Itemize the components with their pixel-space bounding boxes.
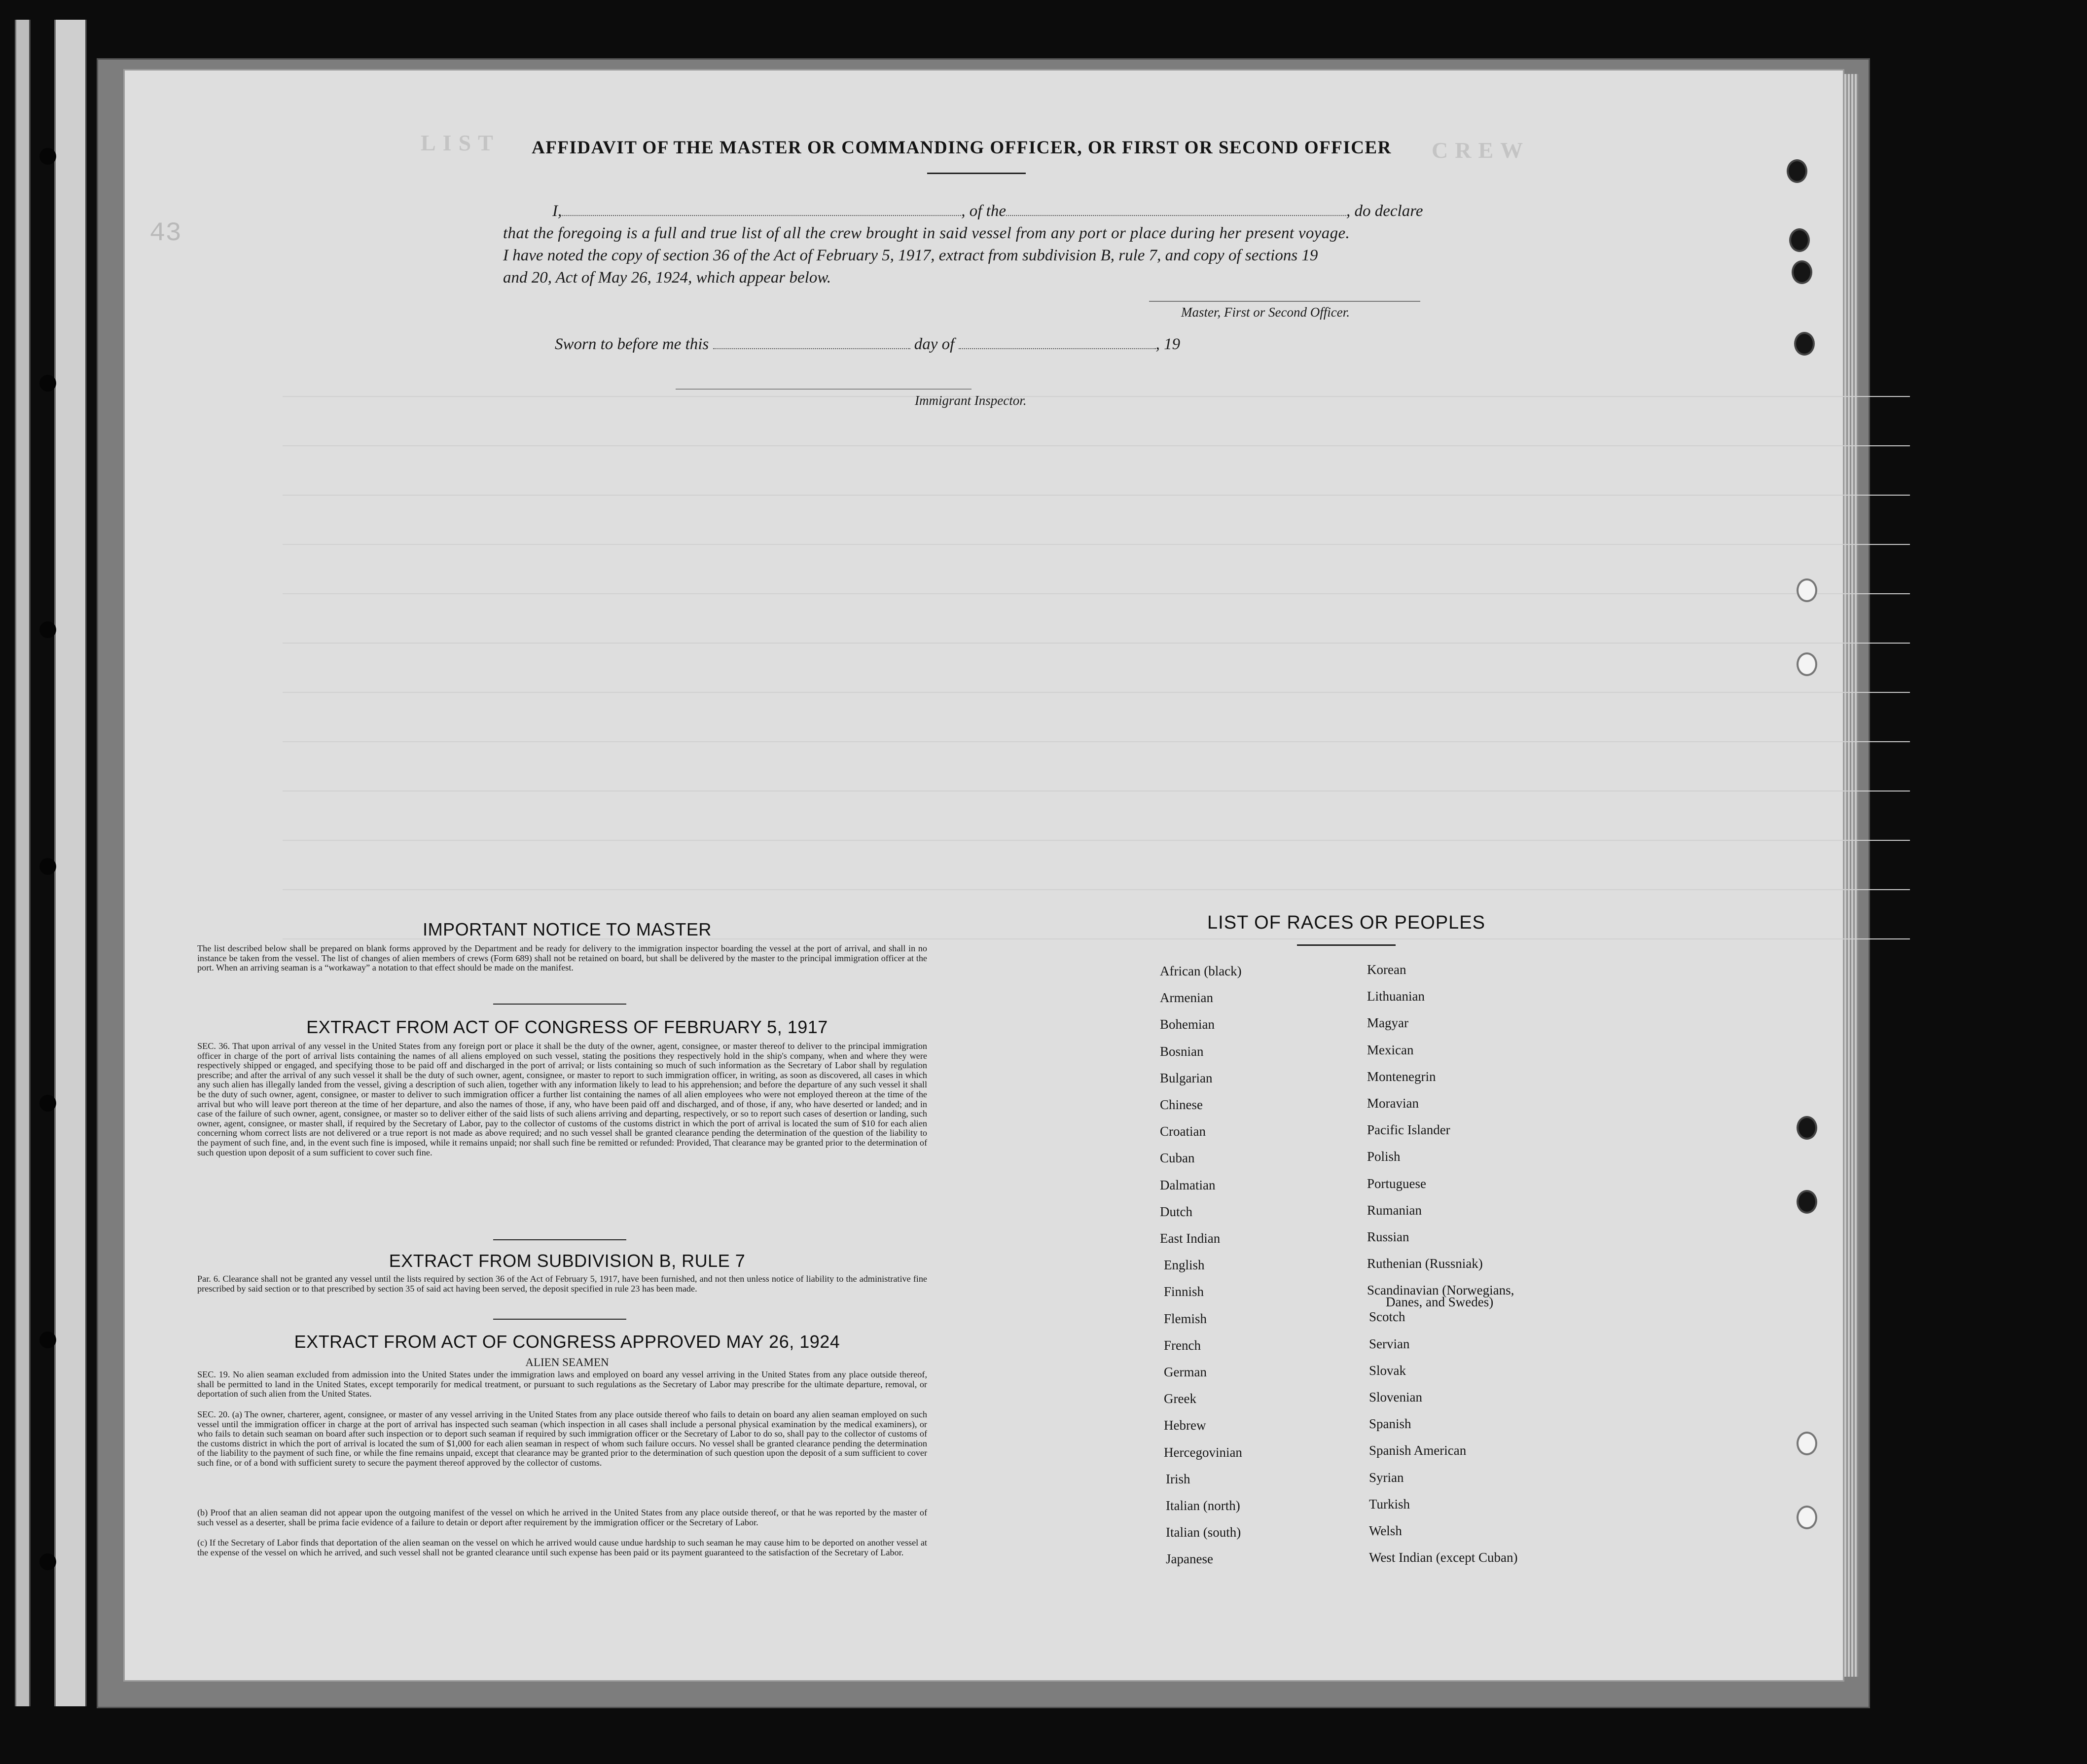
signature-label: Master, First or Second Officer. bbox=[1181, 305, 1350, 320]
extract-1924-sec20c: (c) If the Secretary of Labor finds that deportation of the alien seaman on the vessel on which he arrived would cause undue hardship to such seaman he may cause him to be deported on another vessel at the expense of the vessel on which he arrived, and such vessel shall not be granted clearance until such expense has been paid or its payment guaranteed to the satisfaction of the Secretary of Labor. bbox=[197, 1538, 927, 1557]
punch-hole bbox=[1797, 578, 1817, 602]
extract-rule7-title: EXTRACT FROM SUBDIVISION B, RULE 7 bbox=[389, 1251, 746, 1271]
affidavit-line-2: that the foregoing is a full and true list of all the crew brought in said vessel from any port or place during her present voyage. bbox=[503, 224, 1350, 242]
race-item: Korean bbox=[1367, 962, 1406, 977]
race-item: West Indian (except Cuban) bbox=[1369, 1550, 1518, 1565]
race-item: Bulgarian bbox=[1160, 1070, 1213, 1085]
race-item: Servian bbox=[1369, 1336, 1410, 1351]
bleed-through-row bbox=[283, 593, 1910, 594]
binder-hole bbox=[39, 1095, 56, 1112]
race-item: Rumanian bbox=[1367, 1202, 1422, 1218]
sworn-line bbox=[555, 335, 1180, 354]
punch-hole bbox=[1794, 332, 1815, 356]
extract-1924-title: EXTRACT FROM ACT OF CONGRESS APPROVED MAY 26, 1924 bbox=[294, 1332, 840, 1352]
race-item: Dutch bbox=[1160, 1204, 1192, 1219]
races-title: LIST OF RACES OR PEOPLES bbox=[1207, 912, 1485, 933]
inspector-signature-line[interactable] bbox=[676, 389, 972, 390]
race-item: Irish bbox=[1166, 1471, 1190, 1486]
bleed-through-row bbox=[283, 544, 1910, 545]
extract-1917-text: SEC. 36. That upon arrival of any vessel in the United States from any foreign port or place it shall be the duty of the owner, agent, consignee, or master thereof to deliver to the principal immigration officer in charge of the port of arrival lists containing the names of all aliens employed on such vessel, stating the positions they respectively hold in the ship's company, when and where they were respectively shipped or engaged, and specifying those to be paid off and discharged in the port of arrival; or lists containing so much of such information as the Secretary of Labor shall by regulation prescribe; and after the arrival of any such vessel it shall be the duty of such owner, agent, consignee, or master to report to such immigration officer, in writing, as soon as discovered, all cases in which any such alien has illegally landed from the vessel, giving a description of such alien, together with any information likely to lead to his apprehension; and before the departure of any such vessel it shall be the duty of such owner, agent, consignee, or master to deliver to such immigration officer a further list containing the names of all alien employees who were not employed thereon at the time of the arrival but who will leave port thereon at the time of her departure, and also the names of those, if any, who have been paid off and discharged, and of those, if any, who have deserted or landed; and in case of the failure of such owner, agent, consignee, or master so to deliver either of the said lists of such aliens arriving and departing, respectively, or so to report such cases of desertion or landing, such owner, agent, consignee, or master shall, if required by the Secretary of Labor, pay to the collector of customs of the customs district in which the port of arrival is located the sum of $10 for each alien concerning whom correct lists are not delivered or a true report is not made as above required; and no such vessel shall be granted clearance pending the determination of the question of the liability to the payment of such fine, and, in the event such fine is imposed, while it remains unpaid; nor shall such fine be remitted or refunded: Provided, That clearance may be granted prior to the determination of such question upon deposit of a sum sufficient to cover such fine. bbox=[197, 1041, 927, 1157]
race-item: Finnish bbox=[1164, 1284, 1204, 1299]
extract-1917-title: EXTRACT FROM ACT OF CONGRESS OF FEBRUARY 5, 1917 bbox=[306, 1017, 828, 1037]
binder-hole bbox=[39, 375, 56, 392]
race-item: Welsh bbox=[1369, 1523, 1402, 1538]
race-item: Armenian bbox=[1160, 990, 1213, 1006]
race-item: Bosnian bbox=[1160, 1044, 1204, 1059]
title-rule bbox=[927, 173, 1026, 174]
race-item: Turkish bbox=[1369, 1496, 1410, 1512]
race-item: Bohemian bbox=[1160, 1017, 1215, 1032]
extract-1924-sec20b: (b) Proof that an alien seaman did not appear upon the outgoing manifest of the vessel on which he arrived in the United States from any place outside thereof, or that he was reported by the master of such vessel as a deserter, shall be prima facie evidence of a failure to detain or deport after requirement by the immigration officer or the Secretary of Labor. bbox=[197, 1508, 927, 1527]
races-rule bbox=[1297, 944, 1396, 946]
race-item: Cuban bbox=[1160, 1151, 1195, 1166]
race-item: Magyar bbox=[1367, 1015, 1408, 1031]
punch-hole bbox=[1797, 1432, 1817, 1455]
stacked-page-edges bbox=[1844, 74, 1858, 1677]
alien-seamen-subtitle: ALIEN SEAMEN bbox=[525, 1356, 609, 1368]
binder-hole bbox=[39, 858, 56, 875]
race-item: Portuguese bbox=[1367, 1176, 1426, 1191]
day-of-label: day of bbox=[914, 335, 955, 353]
bleed-through-row bbox=[283, 396, 1910, 397]
sworn-month-blank[interactable] bbox=[959, 348, 1156, 349]
punch-hole bbox=[1797, 1116, 1817, 1140]
bleed-through-row bbox=[283, 643, 1910, 644]
binder-hole bbox=[39, 1332, 56, 1348]
sworn-label: Sworn to before me this bbox=[555, 335, 709, 353]
race-item: Japanese bbox=[1166, 1551, 1213, 1567]
extract-1924-sec20a: SEC. 20. (a) The owner, charterer, agent, consignee, or master of any vessel arriving in the United States from any place outside thereof who fails to detain on board any alien seaman employed on such vessel until the immigration officer in charge at the port of arrival has inspected such seaman (which inspection in all cases shall include a personal physical examination by the medical examiners), or who fails to detain such seaman on board after such inspection or to deport such seaman if required by such immigration officer or the Secretary of Labor to do so, shall pay to the collector of customs of the customs district in which the port of arrival is located the sum of $1,000 for each alien seaman in respect of whom such failure occurs. No vessel shall be granted clearance pending the determination of the liability to the payment of such fine, or while the fine remains unpaid, except that clearance may be granted prior to the determination of such question upon the deposit of a sum sufficient to cover such fine, or of a bond with sufficient surety to secure the payment thereof approved by the collector of customs. bbox=[197, 1409, 927, 1468]
bleed-through-header: LIST bbox=[421, 130, 500, 155]
name-blank[interactable] bbox=[562, 215, 961, 216]
race-item: Ruthenian (Russniak) bbox=[1367, 1256, 1483, 1271]
race-item: Spanish bbox=[1369, 1416, 1411, 1432]
punch-hole bbox=[1789, 228, 1810, 252]
race-item: Hebrew bbox=[1164, 1418, 1206, 1433]
bleed-through-row bbox=[283, 495, 1910, 496]
race-item: African (black) bbox=[1160, 964, 1242, 978]
race-item: Polish bbox=[1367, 1149, 1401, 1164]
punch-hole bbox=[1797, 1506, 1817, 1529]
race-item: Scandinavian (Norwegians, bbox=[1367, 1283, 1514, 1298]
punch-hole bbox=[1792, 260, 1812, 284]
race-item: Flemish bbox=[1164, 1311, 1207, 1326]
binder-hole bbox=[39, 1553, 56, 1570]
punch-hole bbox=[1787, 159, 1807, 183]
race-item: French bbox=[1164, 1337, 1201, 1353]
race-item: Italian (south) bbox=[1166, 1525, 1241, 1540]
race-item: Greek bbox=[1164, 1391, 1196, 1406]
binder-strip-left bbox=[15, 20, 31, 1706]
race-item: Spanish American bbox=[1369, 1443, 1467, 1458]
notice-title: IMPORTANT NOTICE TO MASTER bbox=[423, 919, 712, 939]
binder-hole bbox=[39, 621, 56, 638]
race-item: Croatian bbox=[1160, 1124, 1206, 1139]
extract-rule7-rule bbox=[493, 1319, 626, 1320]
vessel-blank[interactable] bbox=[1006, 215, 1346, 216]
binder-hole bbox=[39, 148, 56, 165]
race-item: German bbox=[1164, 1365, 1207, 1379]
race-item: Slovenian bbox=[1369, 1390, 1422, 1404]
bleed-through-row bbox=[283, 445, 1910, 446]
extract-1924-sec19: SEC. 19. No alien seaman excluded from admission into the United States under the immigration laws and employed on board any vessel arriving in the United States from any place outside thereof, shall be permitted to land in the United States, except temporarily for medical treatment, or pursuant to such regulations as the Secretary of Labor may prescribe for the ultimate departure, removal, or deportation of such alien from the United States. bbox=[197, 1369, 927, 1399]
bleed-through-header: CREW bbox=[1432, 138, 1530, 163]
bleed-through-row bbox=[283, 741, 1910, 742]
affidavit-declare: , do declare bbox=[1346, 202, 1423, 220]
race-item: Pacific Islander bbox=[1367, 1122, 1450, 1138]
punch-hole bbox=[1797, 1190, 1817, 1214]
notice-text: The list described below shall be prepared on blank forms approved by the Department and be ready for delivery to the immigration inspector boarding the vessel at the port of arrival, and shall in no instance be taken from the vessel. The list of changes of alien members of crews (Form 689) shall not be retained on board, but shall be delivered by the master to the principal immigration officer at the port. When an arriving seaman is a “workaway” a notation to that effect should be made on the manifest. bbox=[197, 943, 927, 973]
race-item: Dalmatian bbox=[1160, 1177, 1216, 1192]
affidavit-line-4: and 20, Act of May 26, 1924, which appear below. bbox=[503, 269, 831, 287]
extract-rule7-text: Par. 6. Clearance shall not be granted any vessel until the lists required by section 36 of the Act of February 5, 1917, have been furnished, and not then unless notice of liability to the administrative fine prescribed by said section or to that prescribed by section 35 of said act having been served, the deposit specified in rule 23 has been made. bbox=[197, 1274, 927, 1294]
affidavit-line-1 bbox=[552, 202, 1423, 220]
affidavit-title: AFFIDAVIT OF THE MASTER OR COMMANDING OFFICER, OR FIRST OR SECOND OFFICER bbox=[532, 138, 1392, 158]
punch-hole bbox=[1797, 652, 1817, 676]
affidavit-line-3: I have noted the copy of section 36 of the Act of February 5, 1917, extract from subdivision B, rule 7, and copy of sections 19 bbox=[503, 247, 1318, 264]
race-item: Montenegrin bbox=[1367, 1069, 1436, 1084]
extract-1917-rule bbox=[493, 1239, 626, 1240]
sworn-day-blank[interactable] bbox=[713, 348, 910, 349]
bleed-through-row bbox=[283, 791, 1910, 792]
race-item: English bbox=[1164, 1258, 1205, 1273]
binder-strip-right bbox=[54, 20, 87, 1706]
race-item: Scotch bbox=[1369, 1309, 1405, 1325]
race-item: East Indian bbox=[1160, 1231, 1221, 1246]
bleed-through-row bbox=[283, 840, 1910, 841]
race-item: Moravian bbox=[1367, 1096, 1419, 1111]
race-item: Russian bbox=[1367, 1229, 1409, 1244]
race-item: Lithuanian bbox=[1367, 989, 1425, 1004]
year-prefix: , 19 bbox=[1155, 335, 1181, 353]
bleed-through-page-number: 43 bbox=[149, 218, 181, 249]
bleed-through-row bbox=[283, 889, 1910, 890]
affidavit-of-the: , of the bbox=[961, 202, 1006, 220]
race-item: Slovak bbox=[1369, 1363, 1406, 1378]
race-item: Mexican bbox=[1367, 1042, 1414, 1057]
notice-rule bbox=[493, 1004, 626, 1005]
race-item: Syrian bbox=[1369, 1470, 1404, 1485]
signature-line[interactable] bbox=[1149, 301, 1420, 302]
bleed-through-row bbox=[283, 692, 1910, 693]
race-item: Italian (north) bbox=[1166, 1498, 1240, 1513]
race-item: Hercegovinian bbox=[1164, 1444, 1242, 1460]
race-item: Chinese bbox=[1160, 1097, 1203, 1112]
affidavit-i: I, bbox=[552, 202, 562, 220]
inspector-label: Immigrant Inspector. bbox=[915, 393, 1027, 408]
race-item: Danes, and Swedes) bbox=[1386, 1295, 1494, 1310]
